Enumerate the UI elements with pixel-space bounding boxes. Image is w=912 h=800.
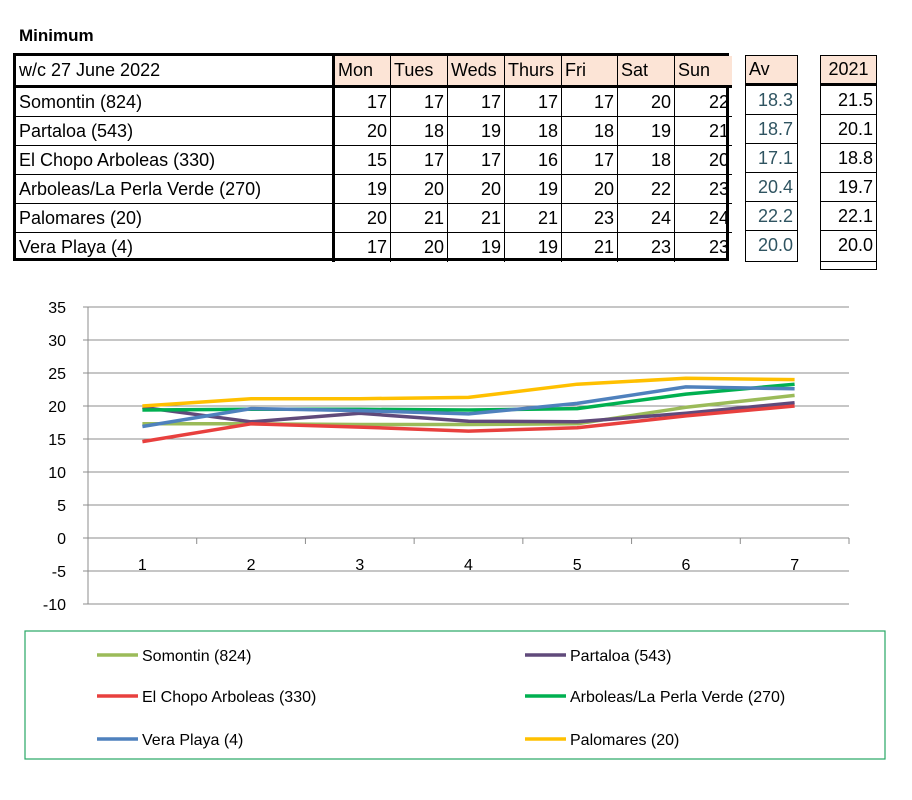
x-tick-label: 7 — [790, 557, 800, 574]
y-tick-label: 10 — [48, 465, 66, 482]
table-cell: 17 — [391, 146, 448, 175]
table-cell: 22 — [618, 175, 675, 204]
station-name: Arboleas/La Perla Verde (270) — [16, 175, 335, 204]
legend-entry: El Chopo Arboleas (330) — [142, 689, 317, 706]
average-value: 20.4 — [746, 173, 797, 202]
average-value: 18.7 — [746, 115, 797, 144]
station-name: Partaloa (543) — [16, 117, 335, 146]
legend-entry: Vera Playa (4) — [142, 732, 244, 749]
table-cell: 23 — [675, 175, 732, 204]
year-2021-value: 22.1 — [821, 202, 876, 231]
legend-entry: Somontin (824) — [142, 648, 252, 665]
table-cell: 18 — [391, 117, 448, 146]
table-cell: 17 — [335, 233, 391, 262]
day-header: Mon — [335, 56, 391, 88]
table-cell: 20 — [448, 175, 505, 204]
legend-entry: Partaloa (543) — [570, 648, 672, 665]
y-tick-label: 30 — [48, 333, 66, 350]
table-cell: 17 — [335, 88, 391, 117]
table-cell: 18 — [618, 146, 675, 175]
y-tick-label: 0 — [57, 531, 66, 548]
table-cell: 19 — [335, 175, 391, 204]
year-header: 2021 — [821, 56, 876, 86]
station-name: Vera Playa (4) — [16, 233, 335, 262]
table-cell: 21 — [562, 233, 618, 262]
table-cell: 19 — [505, 175, 562, 204]
legend-entry: Palomares (20) — [570, 732, 680, 749]
day-header: Tues — [391, 56, 448, 88]
y-tick-label: 20 — [48, 399, 66, 416]
average-value: 22.2 — [746, 202, 797, 231]
y-tick-label: 15 — [48, 432, 66, 449]
table-cell: 19 — [448, 117, 505, 146]
week-label: w/c 27 June 2022 — [16, 56, 335, 88]
day-header: Sun — [675, 56, 732, 88]
table-cell: 24 — [618, 204, 675, 233]
page-title: Minimum — [19, 26, 94, 45]
x-tick-label: 1 — [137, 557, 147, 574]
y-tick-label: -10 — [42, 597, 66, 614]
day-header: Fri — [562, 56, 618, 88]
table-cell: 17 — [391, 88, 448, 117]
table-cell: 20 — [562, 175, 618, 204]
y-tick-label: 5 — [57, 498, 66, 515]
average-value: 18.3 — [746, 86, 797, 115]
table-cell: 16 — [505, 146, 562, 175]
table-cell: 20 — [391, 175, 448, 204]
table-cell: 20 — [335, 204, 391, 233]
table-cell: 21 — [675, 117, 732, 146]
average-value: 20.0 — [757, 235, 793, 255]
table-cell: 20 — [335, 117, 391, 146]
table-cell: 21 — [505, 204, 562, 233]
y-tick-label: 35 — [48, 300, 66, 317]
table-cell: 15 — [335, 146, 391, 175]
year-2021-value: 21.5 — [821, 86, 876, 115]
table-cell: 23 — [618, 233, 675, 262]
year-2021-value: 19.7 — [821, 173, 876, 202]
table-cell: 17 — [562, 88, 618, 117]
legend-entry: Arboleas/La Perla Verde (270) — [570, 689, 786, 706]
station-name: Palomares (20) — [16, 204, 335, 233]
av-header: Av — [746, 56, 797, 86]
day-header: Weds — [448, 56, 505, 88]
table-cell: 19 — [618, 117, 675, 146]
table-cell: 20 — [675, 146, 732, 175]
table-cell: 17 — [448, 88, 505, 117]
y-tick-label: 25 — [48, 366, 66, 383]
table-cell: 18 — [562, 117, 618, 146]
y-tick-label: -5 — [51, 564, 66, 581]
table-cell: 20 — [391, 233, 448, 262]
table-cell: 17 — [448, 146, 505, 175]
average-value: 17.1 — [746, 144, 797, 173]
table-cell: 23 — [562, 204, 618, 233]
year-2021-value: 20.1 — [821, 115, 876, 144]
table-cell: 18 — [505, 117, 562, 146]
table-cell: 21 — [448, 204, 505, 233]
table-cell: 17 — [562, 146, 618, 175]
day-header: Thurs — [505, 56, 562, 88]
table-cell: 23 — [708, 237, 729, 257]
table-cell: 20 — [618, 88, 675, 117]
station-name: Somontin (824) — [16, 88, 335, 117]
table-cell: 22 — [675, 88, 732, 117]
x-tick-label: 5 — [572, 557, 582, 574]
day-header: Sat — [618, 56, 675, 88]
year-2021-value: 18.8 — [821, 144, 876, 173]
table-cell: 17 — [505, 88, 562, 117]
table-cell: 24 — [675, 204, 732, 233]
table-cell: 19 — [505, 233, 562, 262]
x-tick-label: 3 — [355, 557, 365, 574]
year-2021-value: 20.0 — [837, 235, 873, 255]
table-cell: 19 — [448, 233, 505, 262]
station-name: El Chopo Arboleas (330) — [16, 146, 335, 175]
x-tick-label: 6 — [681, 557, 691, 574]
x-tick-label: 2 — [246, 557, 256, 574]
x-tick-label: 4 — [464, 557, 473, 574]
table-cell: 21 — [391, 204, 448, 233]
